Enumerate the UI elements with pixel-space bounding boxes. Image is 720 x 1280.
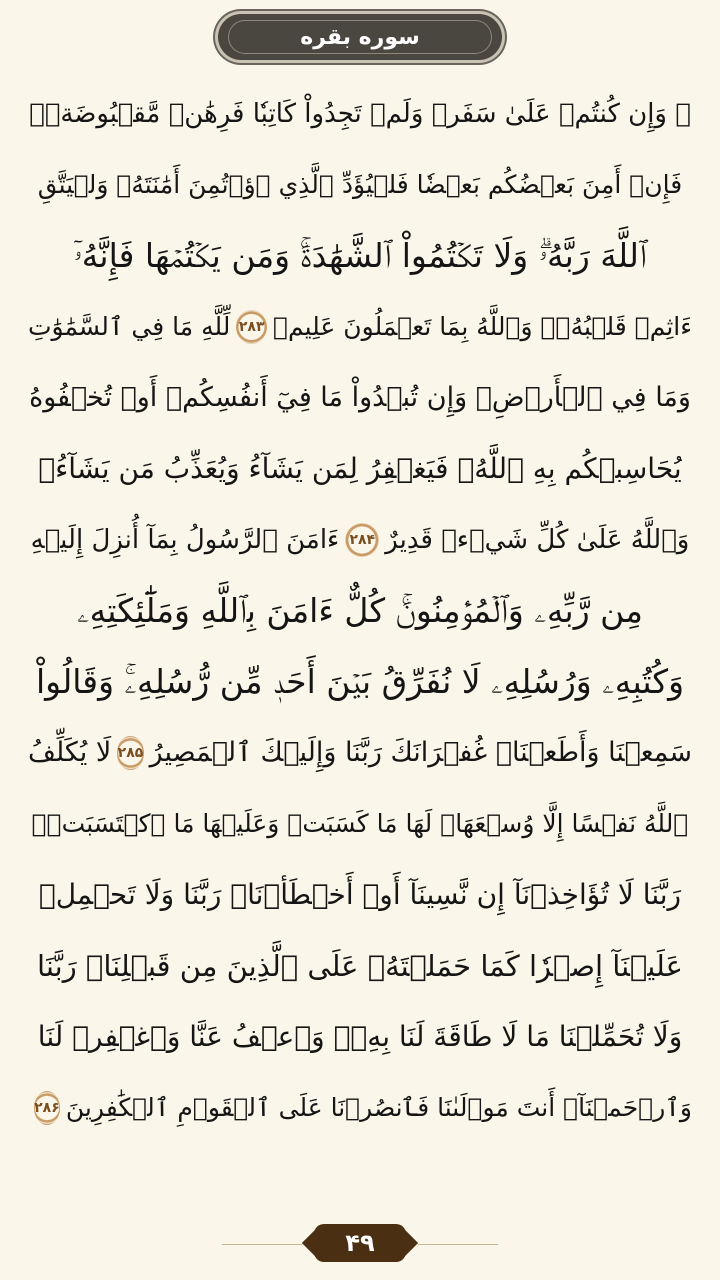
ayah-number-marker: ۲۸۶: [34, 1091, 60, 1125]
verse-text: لِّلَّهِ مَا فِي ٱلسَّمَٰوَٰتِ: [28, 312, 231, 341]
ayah-number-marker: ۲۸۳: [236, 310, 267, 344]
verse-line: [28, 930, 692, 1001]
verse-line: [28, 78, 692, 149]
surah-header: [218, 14, 502, 60]
verse-text: ءَامَنَ ٱلرَّسُولُ بِمَآ أُنزِلَ إِلَيۡهِ: [30, 524, 340, 555]
verse-line: [28, 433, 692, 504]
verse-text: ۞ وَإِن كُنتُمۡ عَلَىٰ سَفَرٖ وَلَمۡ تَجِدُواْ كَاتِبٗا فَرِهَٰنٞ مَّقۡبُوضَةٞۖ: [29, 98, 691, 129]
verse-text: سَمِعۡنَا وَأَطَعۡنَاۖ غُفۡرَانَكَ رَبَّنَا وَإِلَيۡكَ ٱلۡمَصِيرُ: [149, 737, 692, 768]
verse-line: [28, 1001, 692, 1072]
verse-line: [28, 575, 692, 646]
verse-text: رَبَّنَا لَا تُؤَاخِذۡنَآ إِن نَّسِينَآ أَوۡ أَخۡطَأۡنَاۚ رَبَّنَا وَلَا تَحۡمِلۡ: [38, 878, 682, 911]
ayah-number-marker: ۲۸۴: [345, 523, 379, 557]
ayah-number-marker: ۲۸۵: [117, 736, 143, 770]
verse-line: [28, 220, 692, 291]
verse-line: [28, 149, 692, 220]
verse-text: يُحَاسِبۡكُم بِهِ ٱللَّهُۖ فَيَغۡفِرُ لِمَن يَشَآءُ وَيُعَذِّبُ مَن يَشَآءُۗ: [38, 452, 682, 485]
verse-text: وَلَا تُحَمِّلۡنَا مَا لَا طَاقَةَ لَنَا بِهِۦۖ وَٱعۡفُ عَنَّا وَٱغۡفِرۡ لَنَا: [37, 1020, 683, 1053]
page-number: ۴۹: [345, 1229, 375, 1257]
verse-text: عَلَيۡنَآ إِصۡرٗا كَمَا حَمَلۡتَهُۥ عَلَى ٱلَّذِينَ مِن قَبۡلِنَاۚ رَبَّنَا: [37, 948, 683, 983]
verse-line: [28, 646, 692, 717]
verse-line: [28, 859, 692, 930]
verse-text: ٱللَّهَ رَبَّهُۥۗ وَلَا تَكۡتُمُواْ ٱلشَّهَٰدَةَۚ وَمَن يَكۡتُمۡهَا فَإِنَّهُۥٓ: [73, 235, 647, 275]
verse-text: ءَاثِمٞ قَلۡبُهُۥۗ وَٱللَّهُ بِمَا تَعۡمَلُونَ عَلِيمٞ: [272, 312, 692, 341]
verse-text: وَٱرۡحَمۡنَآۚ أَنتَ مَوۡلَىٰنَا فَٱنصُرۡنَا عَلَى ٱلۡقَوۡمِ ٱلۡكَٰفِرِينَ: [65, 1093, 692, 1122]
verse-line: [28, 788, 692, 859]
verse-text: وَٱللَّهُ عَلَىٰ كُلِّ شَيۡءٖ قَدِيرٌ: [385, 524, 690, 555]
footer-divider-left: [222, 1244, 302, 1245]
quran-page-text: [28, 78, 692, 1214]
verse-line: [28, 291, 692, 362]
verse-text: ٱللَّهُ نَفۡسًا إِلَّا وُسۡعَهَاۚ لَهَا مَا كَسَبَتۡ وَعَلَيۡهَا مَا ٱكۡتَسَبَتۡۗ: [31, 809, 689, 838]
verse-text: وَكُتُبِهِۦ وَرُسُلِهِۦ لَا نُفَرِّقُ بَيۡنَ أَحَدٖ مِّن رُّسُلِهِۦۚ وَقَالُواْ: [35, 661, 685, 701]
verse-text: وَمَا فِي ٱلۡأَرۡضِۗ وَإِن تُبۡدُواْ مَا فِيٓ أَنفُسِكُمۡ أَوۡ تُخۡفُوهُ: [29, 382, 691, 413]
verse-text: لَا يُكَلِّفُ: [28, 737, 112, 768]
verse-line: [28, 362, 692, 433]
verse-line: [28, 717, 692, 788]
verse-text: فَإِنۡ أَمِنَ بَعۡضُكُم بَعۡضٗا فَلۡيُؤَدِّ ٱلَّذِي ٱؤۡتُمِنَ أَمَٰنَتَهُۥ وَلۡيَتَّقِ: [37, 170, 683, 199]
verse-line: [28, 504, 692, 575]
footer-divider-right: [418, 1244, 498, 1245]
surah-title: سوره بقره: [300, 24, 420, 50]
page-number-badge: [314, 1224, 406, 1262]
verse-line: [28, 1072, 692, 1143]
verse-text: مِن رَّبِّهِۦ وَٱلۡمُؤۡمِنُونَۚ كُلٌّ ءَامَنَ بِٱللَّهِ وَمَلَٰٓئِكَتِهِۦ: [77, 590, 643, 630]
